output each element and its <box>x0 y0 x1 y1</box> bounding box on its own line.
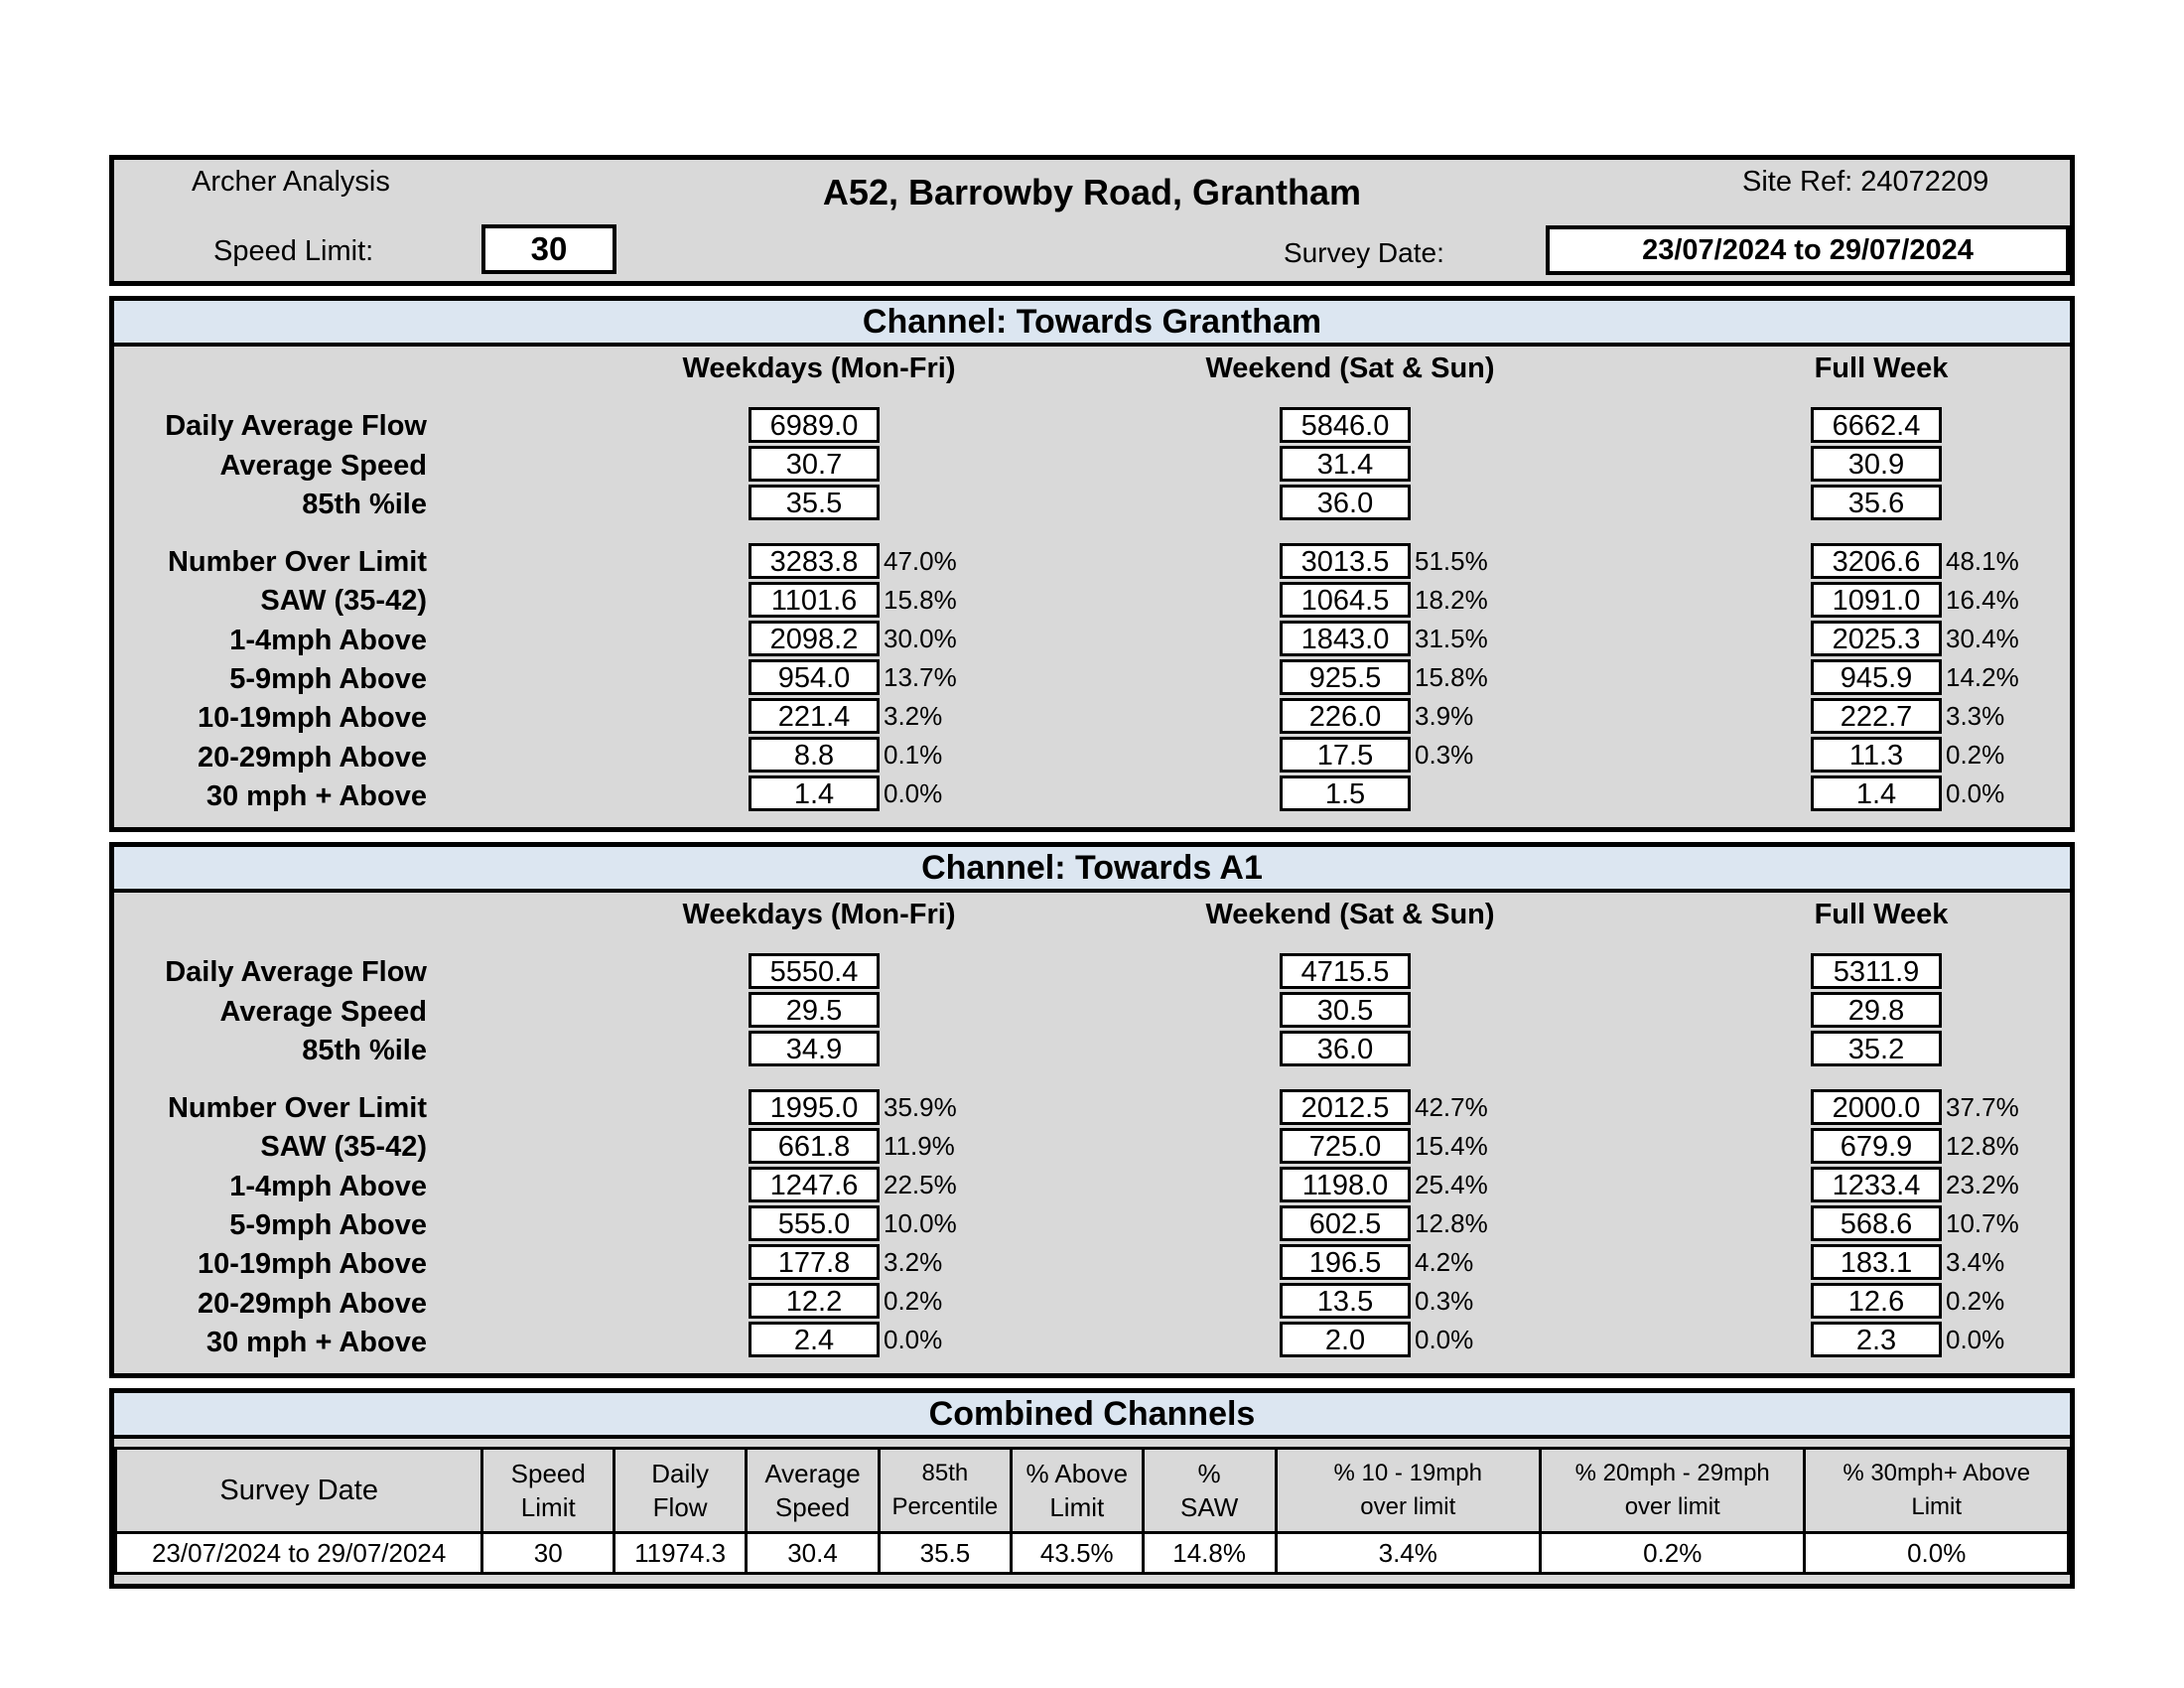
speed-limit-label: Speed Limit: <box>213 235 374 267</box>
row-label-10-19mph: 10-19mph Above <box>198 702 427 734</box>
column-header-full-week: Full Week <box>1814 352 1949 384</box>
pct-over-limit: 37.7% <box>1946 1092 2019 1122</box>
pct-over-limit: 42.7% <box>1415 1092 1488 1122</box>
survey-date-label: Survey Date: <box>1284 237 1444 268</box>
value-20-29mph: 11.3 <box>1811 737 1942 773</box>
row-label-avg-speed: Average Speed <box>219 450 427 482</box>
value-1-4mph: 1198.0 <box>1280 1167 1411 1202</box>
header-average-speed: Average Speed <box>747 1449 880 1533</box>
combined-panel <box>109 1388 2075 1589</box>
pct-5-9mph: 13.7% <box>884 662 957 692</box>
header-panel <box>109 155 2075 286</box>
pct-30mph: 0.0% <box>1946 778 2005 808</box>
pct-20-29mph: 0.3% <box>1415 1286 1474 1316</box>
value-20-29mph: 8.8 <box>749 737 880 773</box>
value-avg-speed: 30.7 <box>749 446 880 482</box>
location-title: A52, Barrowby Road, Grantham <box>822 172 1362 212</box>
row-label-over-limit: Number Over Limit <box>167 546 427 578</box>
row-label-85th: 85th %ile <box>302 1035 427 1066</box>
value-5-9mph: 945.9 <box>1811 659 1942 695</box>
value-30mph: 1.4 <box>1811 775 1942 811</box>
value-over-limit: 1995.0 <box>749 1089 880 1125</box>
value-20-29mph: 12.2 <box>749 1283 880 1319</box>
value-20-29mph: 13.5 <box>1280 1283 1411 1319</box>
pct-10-19mph: 4.2% <box>1415 1247 1474 1277</box>
channel-title: Channel: Towards Grantham <box>114 301 2070 347</box>
pct-saw: 11.9% <box>884 1131 955 1161</box>
pct-20-29mph: 0.3% <box>1415 740 1474 770</box>
header-10-19mph: % 10 - 19mph over limit <box>1276 1449 1540 1533</box>
pct-over-limit: 48.1% <box>1946 546 2019 576</box>
pct-1-4mph: 25.4% <box>1415 1170 1488 1199</box>
value-30mph: 2.3 <box>1811 1322 1942 1357</box>
pct-5-9mph: 10.0% <box>884 1208 957 1238</box>
header-above-limit: % Above Limit <box>1011 1449 1143 1533</box>
value-10-19mph: 183.1 <box>1811 1244 1942 1280</box>
column-header-weekdays: Weekdays (Mon-Fri) <box>682 899 956 930</box>
pct-20-29mph: 0.2% <box>1946 1286 2005 1316</box>
value-avg-speed: 29.8 <box>1811 992 1942 1028</box>
cell-30mph: 0.0% <box>1805 1533 2069 1574</box>
combined-data-row <box>116 1533 2069 1574</box>
pct-10-19mph: 3.2% <box>884 701 943 731</box>
row-label-1-4mph: 1-4mph Above <box>229 625 427 656</box>
value-saw: 679.9 <box>1811 1128 1942 1164</box>
cell-daily-flow: 11974.3 <box>614 1533 747 1574</box>
pct-over-limit: 35.9% <box>884 1092 957 1122</box>
value-5-9mph: 555.0 <box>749 1205 880 1241</box>
pct-saw: 15.4% <box>1415 1131 1488 1161</box>
value-10-19mph: 226.0 <box>1280 698 1411 734</box>
value-flow: 5550.4 <box>749 953 880 989</box>
channel-panel-a1 <box>109 842 2075 1378</box>
header-85th-percentile: 85th Percentile <box>879 1449 1011 1533</box>
row-label-avg-speed: Average Speed <box>219 996 427 1028</box>
row-label-over-limit: Number Over Limit <box>167 1092 427 1124</box>
value-1-4mph: 1843.0 <box>1280 621 1411 656</box>
value-10-19mph: 221.4 <box>749 698 880 734</box>
pct-saw: 18.2% <box>1415 585 1488 615</box>
value-10-19mph: 177.8 <box>749 1244 880 1280</box>
pct-10-19mph: 3.4% <box>1946 1247 2005 1277</box>
pct-20-29mph: 0.1% <box>884 740 943 770</box>
value-30mph: 1.4 <box>749 775 880 811</box>
value-flow: 5846.0 <box>1280 407 1411 443</box>
pct-5-9mph: 12.8% <box>1415 1208 1488 1238</box>
survey-date-value: 23/07/2024 to 29/07/2024 <box>1546 225 2070 275</box>
value-5-9mph: 954.0 <box>749 659 880 695</box>
value-5-9mph: 568.6 <box>1811 1205 1942 1241</box>
pct-5-9mph: 10.7% <box>1946 1208 2019 1238</box>
pct-10-19mph: 3.3% <box>1946 701 2005 731</box>
value-10-19mph: 196.5 <box>1280 1244 1411 1280</box>
company-name: Archer Analysis <box>192 166 390 198</box>
header-survey-date: Survey Date <box>116 1449 482 1533</box>
value-30mph: 1.5 <box>1280 775 1411 811</box>
pct-saw: 12.8% <box>1946 1131 2019 1161</box>
pct-5-9mph: 15.8% <box>1415 662 1488 692</box>
header-daily-flow: Daily Flow <box>614 1449 747 1533</box>
value-85th: 35.5 <box>749 485 880 520</box>
cell-speed-limit: 30 <box>482 1533 614 1574</box>
value-over-limit: 2012.5 <box>1280 1089 1411 1125</box>
pct-1-4mph: 30.0% <box>884 624 957 653</box>
pct-30mph: 0.0% <box>1946 1325 2005 1354</box>
value-over-limit: 3206.6 <box>1811 543 1942 579</box>
value-over-limit: 3013.5 <box>1280 543 1411 579</box>
value-avg-speed: 30.9 <box>1811 446 1942 482</box>
row-label-1-4mph: 1-4mph Above <box>229 1171 427 1202</box>
cell-survey-date: 23/07/2024 to 29/07/2024 <box>116 1533 482 1574</box>
cell-20-29mph: 0.2% <box>1540 1533 1804 1574</box>
combined-table <box>114 1447 2070 1575</box>
pct-20-29mph: 0.2% <box>884 1286 943 1316</box>
cell-85th-percentile: 35.5 <box>879 1533 1011 1574</box>
cell-average-speed: 30.4 <box>747 1533 880 1574</box>
row-label-10-19mph: 10-19mph Above <box>198 1248 427 1280</box>
value-saw: 661.8 <box>749 1128 880 1164</box>
row-label-flow: Daily Average Flow <box>165 410 427 442</box>
header-20-29mph: % 20mph - 29mph over limit <box>1540 1449 1804 1533</box>
row-label-85th: 85th %ile <box>302 489 427 520</box>
value-saw: 1064.5 <box>1280 582 1411 618</box>
header-saw: % SAW <box>1143 1449 1276 1533</box>
value-1-4mph: 1247.6 <box>749 1167 880 1202</box>
column-header-weekdays: Weekdays (Mon-Fri) <box>682 352 956 384</box>
value-85th: 36.0 <box>1280 1031 1411 1066</box>
value-30mph: 2.0 <box>1280 1322 1411 1357</box>
row-label-30mph: 30 mph + Above <box>205 780 427 812</box>
row-label-saw: SAW (35-42) <box>260 585 427 617</box>
pct-over-limit: 47.0% <box>884 546 957 576</box>
channel-panel-grantham <box>109 296 2075 832</box>
site-ref: Site Ref: 24072209 <box>1742 166 1989 198</box>
value-saw: 1101.6 <box>749 582 880 618</box>
row-label-20-29mph: 20-29mph Above <box>198 1288 427 1320</box>
value-saw: 1091.0 <box>1811 582 1942 618</box>
value-1-4mph: 2098.2 <box>749 621 880 656</box>
row-label-20-29mph: 20-29mph Above <box>198 742 427 774</box>
combined-title: Combined Channels <box>114 1393 2070 1439</box>
speed-limit-value: 30 <box>481 224 616 274</box>
value-85th: 34.9 <box>749 1031 880 1066</box>
value-1-4mph: 1233.4 <box>1811 1167 1942 1202</box>
pct-30mph: 0.0% <box>1415 1325 1474 1354</box>
column-header-weekend: Weekend (Sat & Sun) <box>1205 899 1495 930</box>
value-avg-speed: 30.5 <box>1280 992 1411 1028</box>
row-label-5-9mph: 5-9mph Above <box>229 1209 427 1241</box>
pct-30mph: 0.0% <box>884 1325 943 1354</box>
value-1-4mph: 2025.3 <box>1811 621 1942 656</box>
pct-20-29mph: 0.2% <box>1946 740 2005 770</box>
value-5-9mph: 602.5 <box>1280 1205 1411 1241</box>
value-avg-speed: 29.5 <box>749 992 880 1028</box>
pct-saw: 15.8% <box>884 585 957 615</box>
value-30mph: 2.4 <box>749 1322 880 1357</box>
pct-1-4mph: 23.2% <box>1946 1170 2019 1199</box>
pct-1-4mph: 31.5% <box>1415 624 1488 653</box>
pct-30mph: 0.0% <box>884 778 943 808</box>
header-30mph: % 30mph+ Above Limit <box>1805 1449 2069 1533</box>
value-85th: 35.2 <box>1811 1031 1942 1066</box>
value-flow: 4715.5 <box>1280 953 1411 989</box>
value-20-29mph: 17.5 <box>1280 737 1411 773</box>
pct-1-4mph: 30.4% <box>1946 624 2019 653</box>
value-flow: 6662.4 <box>1811 407 1942 443</box>
value-5-9mph: 925.5 <box>1280 659 1411 695</box>
column-header-weekend: Weekend (Sat & Sun) <box>1205 352 1495 384</box>
value-20-29mph: 12.6 <box>1811 1283 1942 1319</box>
pct-1-4mph: 22.5% <box>884 1170 957 1199</box>
pct-saw: 16.4% <box>1946 585 2019 615</box>
pct-10-19mph: 3.2% <box>884 1247 943 1277</box>
column-header-full-week: Full Week <box>1814 899 1949 930</box>
value-over-limit: 2000.0 <box>1811 1089 1942 1125</box>
header-speed-limit: Speed Limit <box>482 1449 614 1533</box>
combined-header-row <box>116 1449 2069 1533</box>
value-avg-speed: 31.4 <box>1280 446 1411 482</box>
value-flow: 5311.9 <box>1811 953 1942 989</box>
value-over-limit: 3283.8 <box>749 543 880 579</box>
value-85th: 35.6 <box>1811 485 1942 520</box>
row-label-5-9mph: 5-9mph Above <box>229 663 427 695</box>
cell-saw: 14.8% <box>1143 1533 1276 1574</box>
row-label-flow: Daily Average Flow <box>165 956 427 988</box>
cell-above-limit: 43.5% <box>1011 1533 1143 1574</box>
value-saw: 725.0 <box>1280 1128 1411 1164</box>
cell-10-19mph: 3.4% <box>1276 1533 1540 1574</box>
value-10-19mph: 222.7 <box>1811 698 1942 734</box>
pct-over-limit: 51.5% <box>1415 546 1488 576</box>
row-label-saw: SAW (35-42) <box>260 1131 427 1163</box>
pct-10-19mph: 3.9% <box>1415 701 1474 731</box>
value-flow: 6989.0 <box>749 407 880 443</box>
channel-title: Channel: Towards A1 <box>114 847 2070 893</box>
value-85th: 36.0 <box>1280 485 1411 520</box>
row-label-30mph: 30 mph + Above <box>205 1327 427 1358</box>
pct-5-9mph: 14.2% <box>1946 662 2019 692</box>
